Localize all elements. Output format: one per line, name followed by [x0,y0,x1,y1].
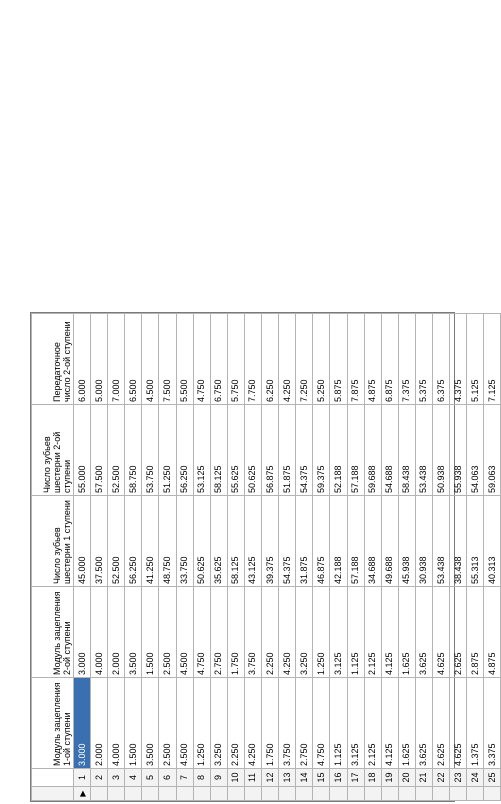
grid-cell[interactable]: 2.625 [450,587,467,678]
row-number: 25 [484,769,501,787]
grid-cell[interactable]: 57.188 [347,496,364,587]
column-header-teeth-stage1[interactable]: Число зубьев шестерни 1 ступени [32,496,74,587]
row-indicator[interactable] [142,787,159,801]
grid-cell[interactable]: 4.500 [142,314,159,405]
grid-cell[interactable]: 6.750 [210,314,227,405]
table-row[interactable] [227,314,244,801]
grid-cell[interactable]: 2.750 [296,678,313,769]
grid-cell[interactable]: 2.125 [364,587,381,678]
grid-cell[interactable]: 4.625 [432,587,449,678]
grid-cell[interactable]: 58.438 [398,405,415,496]
grid-cell[interactable]: 55.938 [450,405,467,496]
grid-cell[interactable]: 3.250 [296,587,313,678]
grid-cell[interactable]: 6.000 [74,314,91,405]
table-row[interactable] [125,314,142,801]
table-row[interactable] [91,314,108,801]
grid-cell[interactable]: 1.625 [398,587,415,678]
row-indicator[interactable] [279,787,296,801]
row-indicator[interactable] [193,787,210,801]
grid-cell[interactable]: 5.375 [415,314,432,405]
row-indicator[interactable] [262,787,279,801]
row-number: 3 [108,769,125,787]
grid-cell[interactable]: 52.500 [108,405,125,496]
grid-cell[interactable]: 58.125 [210,405,227,496]
grid-cell[interactable]: 57.500 [91,405,108,496]
row-number: 9 [210,769,227,787]
grid-cell[interactable]: 4.125 [381,678,398,769]
grid-cell[interactable]: 7.125 [484,314,501,405]
table-row[interactable] [415,314,432,801]
grid-cell[interactable]: 5.875 [330,314,347,405]
grid-cell[interactable]: 52.188 [330,405,347,496]
table-row[interactable] [313,314,330,801]
grid-cell[interactable]: 1.250 [313,587,330,678]
grid-cell[interactable]: 3.250 [210,678,227,769]
row-number: 11 [244,769,261,787]
row-number: 12 [262,769,279,787]
row-indicator[interactable] [244,787,261,801]
grid-cell[interactable]: 6.500 [125,314,142,405]
grid-cell[interactable]: 5.750 [227,314,244,405]
grid-cell[interactable]: 41.250 [142,496,159,587]
grid-cell[interactable]: 53.125 [193,405,210,496]
grid-cell[interactable]: 2.625 [432,678,449,769]
row-indicator[interactable] [450,787,467,801]
grid-cell[interactable]: 45.000 [74,496,91,587]
row-number: 15 [313,769,330,787]
table-row[interactable] [347,314,364,801]
grid-cell[interactable]: 3.125 [330,587,347,678]
grid-cell[interactable]: 2.875 [467,587,484,678]
grid-cell[interactable]: 59.063 [484,405,501,496]
grid-cell[interactable]: 2.750 [210,587,227,678]
grid-cell[interactable]: 59.375 [313,405,330,496]
grid-cell[interactable]: 31.875 [296,496,313,587]
row-indicator[interactable] [381,787,398,801]
row-indicator[interactable] [125,787,142,801]
table-row[interactable] [210,314,227,801]
row-indicator[interactable] [296,787,313,801]
column-header-teeth-stage2[interactable]: Число зубьев шестерни 2-ой ступени [32,405,74,496]
grid-cell[interactable]: 55.625 [227,405,244,496]
grid-cell[interactable]: 3.125 [347,678,364,769]
grid-cell[interactable]: 4.000 [108,678,125,769]
row-indicator[interactable] [364,787,381,801]
grid-cell-selected[interactable]: 3.000 [74,678,91,769]
grid-cell[interactable]: 3.750 [244,587,261,678]
grid-cell[interactable]: 35.625 [210,496,227,587]
row-number: 4 [125,769,142,787]
row-indicator[interactable] [415,787,432,801]
row-number: 14 [296,769,313,787]
grid-cell[interactable]: 1.125 [347,587,364,678]
grid-cell[interactable]: 1.250 [193,678,210,769]
table-row[interactable] [142,314,159,801]
grid-cell[interactable]: 4.625 [450,678,467,769]
grid-cell[interactable]: 6.375 [432,314,449,405]
row-number: 20 [398,769,415,787]
grid-cell[interactable]: 56.250 [125,496,142,587]
grid-cell[interactable]: 7.375 [398,314,415,405]
grid-cell[interactable]: 4.750 [193,314,210,405]
grid-cell[interactable]: 4.250 [244,678,261,769]
row-number: 5 [142,769,159,787]
grid-cell[interactable]: 4.000 [91,587,108,678]
row-number: 13 [279,769,296,787]
row-number: 18 [364,769,381,787]
grid-cell[interactable]: 46.875 [313,496,330,587]
column-header-module-stage1[interactable]: Модуль зацепления 1-ой ступени [32,678,74,769]
table-row[interactable] [364,314,381,801]
grid-cell[interactable]: 34.688 [364,496,381,587]
row-number: 6 [159,769,176,787]
grid-cell[interactable]: 51.875 [279,405,296,496]
grid-cell[interactable]: 1.750 [262,678,279,769]
table-row[interactable] [484,314,501,801]
grid-cell[interactable]: 50.625 [193,496,210,587]
grid-cell[interactable]: 56.250 [176,405,193,496]
row-indicator[interactable] [484,787,501,801]
table-row[interactable] [450,314,467,801]
table-row[interactable] [467,314,484,801]
header-rownum [32,769,74,787]
row-number: 22 [432,769,449,787]
grid-cell[interactable]: 58.750 [125,405,142,496]
row-indicator[interactable] [432,787,449,801]
row-indicator[interactable] [467,787,484,801]
row-indicator[interactable] [159,787,176,801]
row-number: 7 [176,769,193,787]
grid-cell[interactable]: 4.750 [193,587,210,678]
grid-cell[interactable]: 2.250 [262,587,279,678]
grid-cell[interactable]: 7.250 [296,314,313,405]
row-indicator[interactable] [210,787,227,801]
grid-cell[interactable]: 6.875 [381,314,398,405]
grid-cell[interactable]: 54.063 [467,405,484,496]
row-number: 23 [450,769,467,787]
grid-cell[interactable]: 2.500 [159,678,176,769]
grid-cell[interactable]: 4.375 [450,314,467,405]
row-indicator[interactable]: ▶ [74,787,91,801]
grid-cell[interactable]: 7.750 [244,314,261,405]
row-number: 21 [415,769,432,787]
row-indicator[interactable] [330,787,347,801]
table-row[interactable] [262,314,279,801]
row-number: 16 [330,769,347,787]
table-row[interactable] [330,314,347,801]
grid-cell[interactable]: 54.688 [381,405,398,496]
grid-cell[interactable]: 2.000 [91,678,108,769]
grid-cell[interactable]: 1.375 [467,678,484,769]
grid-cell[interactable]: 49.688 [381,496,398,587]
row-number: 2 [91,769,108,787]
grid-cell[interactable]: 50.625 [244,405,261,496]
grid-cell[interactable]: 4.875 [364,314,381,405]
grid-cell[interactable]: 56.875 [262,405,279,496]
grid-cell[interactable]: 5.250 [313,314,330,405]
column-header-gear-ratio-stage2[interactable]: Передаточное число 2-ой ступени [32,314,74,405]
grid-cell[interactable]: 42.188 [330,496,347,587]
grid-cell[interactable]: 3.500 [142,678,159,769]
row-indicator[interactable] [227,787,244,801]
table-row[interactable] [176,314,193,801]
grid-cell[interactable]: 7.000 [108,314,125,405]
row-number: 19 [381,769,398,787]
grid-cell[interactable]: 57.188 [347,405,364,496]
grid-cell[interactable]: 7.500 [159,314,176,405]
row-indicator[interactable] [347,787,364,801]
header-corner [32,787,74,801]
grid-cell[interactable]: 3.000 [74,587,91,678]
row-indicator[interactable] [398,787,415,801]
grid-cell[interactable]: 54.375 [296,405,313,496]
grid-cell[interactable]: 37.500 [91,496,108,587]
grid-cell[interactable]: 30.938 [415,496,432,587]
grid-cell[interactable]: 3.625 [415,678,432,769]
table-row[interactable] [159,314,176,801]
grid-cell[interactable]: 1.500 [142,587,159,678]
grid-cell[interactable]: 43.125 [244,496,261,587]
grid-cell[interactable]: 2.250 [227,678,244,769]
row-number: 24 [467,769,484,787]
row-number: 1 [74,769,91,787]
grid-cell[interactable]: 2.125 [364,678,381,769]
grid-cell[interactable]: 4.125 [381,587,398,678]
grid-cell[interactable]: 4.500 [176,587,193,678]
grid-cell[interactable]: 54.375 [279,496,296,587]
grid-cell[interactable]: 7.875 [347,314,364,405]
grid-cell[interactable]: 4.250 [279,587,296,678]
grid-cell[interactable]: 39.375 [262,496,279,587]
grid-cell[interactable]: 33.750 [176,496,193,587]
grid-cell[interactable]: 55.313 [467,496,484,587]
grid-cell[interactable]: 53.438 [432,496,449,587]
grid-cell[interactable]: 3.375 [484,678,501,769]
grid-cell[interactable]: 53.750 [142,405,159,496]
grid-cell[interactable]: 5.125 [467,314,484,405]
table-row[interactable] [244,314,261,801]
row-number: 17 [347,769,364,787]
table-row[interactable] [108,314,125,801]
row-number: 8 [193,769,210,787]
row-indicator[interactable] [313,787,330,801]
grid-cell[interactable]: 2.000 [108,587,125,678]
header-row [32,314,74,801]
grid-cell[interactable]: 38.438 [450,496,467,587]
row-indicator[interactable] [108,787,125,801]
row-number: 10 [227,769,244,787]
grid-cell[interactable]: 51.250 [159,405,176,496]
table-row[interactable] [296,314,313,801]
grid-cell[interactable]: 1.750 [227,587,244,678]
grid-cell[interactable]: 45.938 [398,496,415,587]
column-header-module-stage2[interactable]: Модуль зацепления 2-ой ступени [32,587,74,678]
grid-cell[interactable]: 48.750 [159,496,176,587]
table-row[interactable] [398,314,415,801]
table-row[interactable] [279,314,296,801]
grid-cell[interactable]: 53.438 [415,405,432,496]
grid-cell[interactable]: 58.125 [227,496,244,587]
grid-cell[interactable]: 50.938 [432,405,449,496]
grid-cell[interactable]: 2.500 [159,587,176,678]
grid-cell[interactable]: 3.750 [279,678,296,769]
table-row[interactable] [193,314,210,801]
grid-cell[interactable]: 52.500 [108,496,125,587]
grid-cell[interactable]: 40.313 [484,496,501,587]
grid-cell[interactable]: 59.688 [364,405,381,496]
grid-cell[interactable]: 4.875 [484,587,501,678]
data-grid-table [31,313,501,801]
grid-cell[interactable]: 3.500 [125,587,142,678]
row-indicator[interactable] [91,787,108,801]
grid-cell[interactable]: 3.625 [415,587,432,678]
grid-cell[interactable]: 4.750 [313,678,330,769]
grid-cell[interactable]: 6.250 [262,314,279,405]
grid-cell[interactable]: 55.000 [74,405,91,496]
grid-cell[interactable]: 1.125 [330,678,347,769]
row-indicator[interactable] [176,787,193,801]
grid-cell[interactable]: 5.000 [91,314,108,405]
grid-cell[interactable]: 4.500 [176,678,193,769]
table-row[interactable] [432,314,449,801]
table-row[interactable] [381,314,398,801]
grid-cell[interactable]: 1.500 [125,678,142,769]
data-grid[interactable] [30,312,497,802]
grid-cell[interactable]: 5.500 [176,314,193,405]
table-row[interactable] [74,314,91,801]
grid-cell[interactable]: 4.250 [279,314,296,405]
grid-cell[interactable]: 1.625 [398,678,415,769]
